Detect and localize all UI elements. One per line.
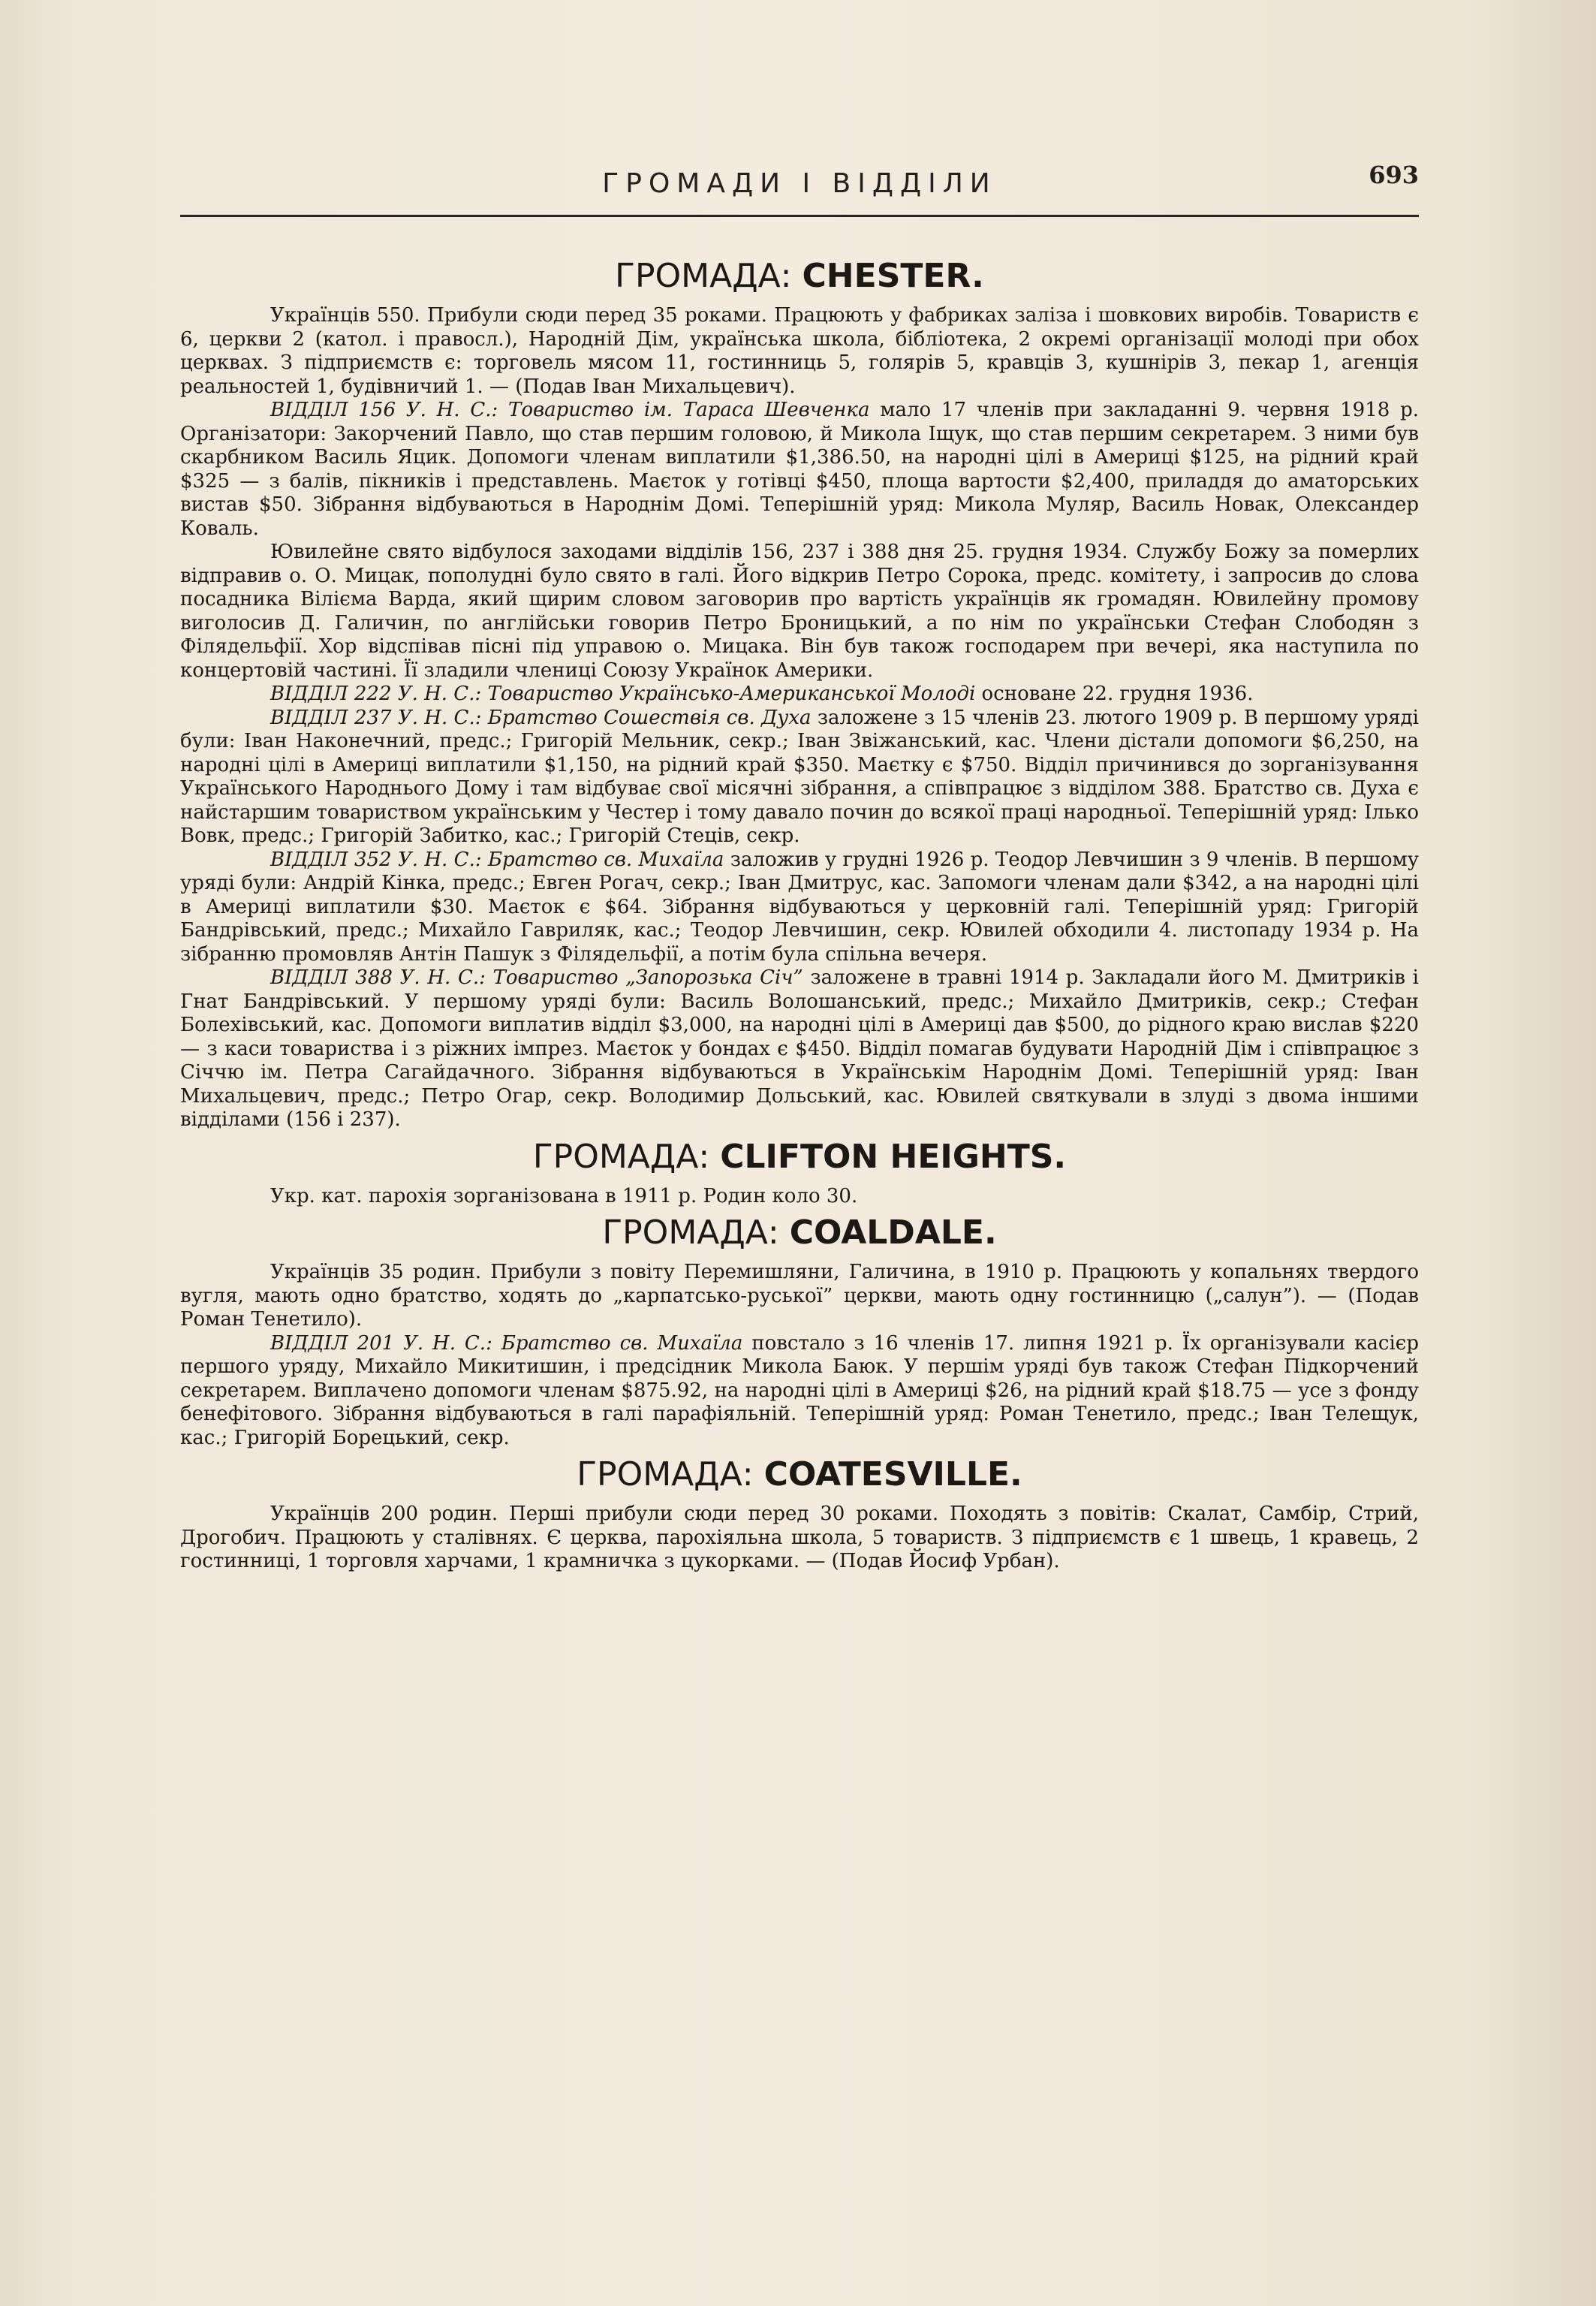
branch-title: ВІДДІЛ 388 У. Н. С.: Товариство „Запорозька Січ”	[270, 966, 803, 989]
town-name: COATESVILLE.	[763, 1455, 1022, 1494]
branch-title: ВІДДІЛ 222 У. Н. С.: Товариство Українсько-Американської Молоді	[270, 683, 976, 705]
section-heading	[180, 1138, 1419, 1176]
branch-title: ВІДДІЛ 237 У. Н. С.: Братство Сошествія св. Духа	[270, 706, 812, 729]
branch-title: ВІДДІЛ 201 У. Н. С.: Братство св. Михаїла	[270, 1331, 743, 1355]
branch-title: ВІДДІЛ 352 У. Н. С.: Братство св. Михаїла	[270, 848, 724, 871]
paragraph	[180, 1332, 1419, 1451]
paragraph	[180, 683, 1419, 707]
section-label: ГРОМАДА:	[602, 1213, 779, 1252]
page-number: 693	[1369, 161, 1419, 189]
section-heading	[180, 1214, 1419, 1252]
paragraph-text: Ювилейне свято відбулося заходами відділів 156, 237 і 388 дня 25. грудня 1934. Службу Божу за померлих відправив о. О. Мицак, пополудні було свято в галі. Його відкрив Петро Сорока, предс. комітету, і запросив до слова посадника Вілієма Варда, який щирим словом заговорив про вартість українців як громадян. Ювилейну промову виголосив Д. Галичин, по англійськи говорив Петро Броницький, а по нім по українськи Стефан Слободян з Філядельфії. Хор відспівав пісні під управою о. Мицака. Він був також господарем при вечері, яка наступила по концертовій частині. Її зладили члениці Союзу Українок Америки.	[180, 541, 1419, 682]
section-coaldale	[180, 1214, 1419, 1450]
section-label: ГРОМАДА:	[615, 257, 792, 295]
running-header	[180, 158, 1419, 203]
paragraph-text: повстало з 16 членів 17. липня 1921 р. Їх організували касієр першого уряду, Михайло Микитишин, і предсідник Микола Баюк. У першім уряді був також Стефан Підкорчений секретарем. Виплачено допомоги членам $875.92, на народні цілі в Америці $26, на рідний край $18.75 — усе з фонду бенефітового. Зібрання відбуваються в галі парафіяльній. Теперішній уряд: Роман Тенетило, предс.; Іван Телещук, кас.; Григорій Борецький, секр.	[180, 1331, 1419, 1449]
paragraph-text: Українців 550. Прибули сюди перед 35 роками. Працюють у фабриках заліза і шовкових виробів. Товариств є 6, церкви 2 (катол. і правосл.), Народній Дім, українська школа, бібліотека, 2 окремі організації молоді при обох церквах. З підприємств є: торговель мясом 11, гостинниць 5, голярів 5, кравців 3, кушнірів 3, пекар 1, агенція реальностей 1, будівничий 1. — (Подав Іван Михальцевич).	[180, 304, 1419, 398]
paragraph	[180, 304, 1419, 399]
section-heading	[180, 1456, 1419, 1494]
section-chester	[180, 258, 1419, 1132]
section-coatesville	[180, 1456, 1419, 1574]
running-title: ГРОМАДИ І ВІДДІЛИ	[602, 168, 997, 199]
paragraph-text: заложив у грудні 1926 р. Теодор Левчишин з 9 членів. В першому уряді були: Андрій Кінка, предс.; Евген Рогач, секр.; Іван Дмитрус, кас. Запомоги членам дали $342, а на народні цілі в Америці виплатили $30. Маєток є $64. Зібрання відбуваються у церковній галі. Теперішній уряд: Григорій Бандрівський, предс.; Михайло Гавриляк, кас.; Теодор Левчишин, секр. Ювилей обходили 4. листопаду 1934 р. На зібранню промовляв Антін Пашук з Філядельфії, а потім була спільна вечеря.	[180, 848, 1419, 966]
paragraph	[180, 966, 1419, 1132]
paragraph-text: основане 22. грудня 1936.	[975, 683, 1254, 705]
paragraph	[180, 707, 1419, 849]
section-label: ГРОМАДА:	[532, 1137, 710, 1176]
section-label: ГРОМАДА:	[577, 1455, 754, 1494]
branch-title: ВІДДІЛ 156 У. Н. С.: Товариство ім. Тараса Шевченка	[270, 399, 870, 421]
page-body	[180, 252, 1419, 1574]
town-name: CHESTER.	[802, 257, 984, 295]
paragraph-text: Укр. кат. парохія зорганізована в 1911 р. Родин коло 30.	[270, 1184, 858, 1207]
paragraph-text: Українців 35 родин. Прибули з повіту Перемишляни, Галичина, в 1910 р. Працюють у копальнях твердого вугля, мають одно братство, ходять до „карпатсько-руської” церкви, мають одну гостинницю („салун”). — (Подав Роман Тенетило).	[180, 1261, 1419, 1331]
paragraph-text: заложене з 15 членів 23. лютого 1909 р. В першому уряді були: Іван Наконечний, предс.; Григорій Мельник, секр.; Іван Звіжанський, кас. Члени дістали допомоги $6,250, на народні цілі в Америці виплатили $1,150, на рідний край $350. Маєтку є $750. Відділ причинився до зорганізування Українського Народнього Дому і там відбуває свої місячні зібрання, а співпрацює з відділом 388. Братство св. Духа є найстаршим товариством українським у Честер і тому давало почин до всякої праці народньої. Теперішній уряд: Ілько Вовк, предс.; Григорій Забитко, кас.; Григорій Стеців, секр.	[180, 706, 1419, 847]
paragraph	[180, 399, 1419, 541]
paragraph-text: мало 17 членів при закладанні 9. червня 1918 р. Організатори: Закорчений Павло, що став першим головою, й Микола Іщук, що став першим секретарем. З ними був скарбником Василь Яцик. Допомоги членам виплатили $1,386.50, на народні цілі в Америці $125, на рідний край $325 — з балів, пікників і представлень. Маєток у готівці $450, площа вартости $2,400, приладдя до аматорських вистав $50. Зібрання відбуваються в Народнім Домі. Теперішній уряд: Микола Муляр, Василь Новак, Олександер Коваль.	[180, 399, 1419, 540]
paragraph	[180, 1185, 1419, 1209]
section-heading	[180, 258, 1419, 295]
paragraph	[180, 1503, 1419, 1574]
section-clifton-heights	[180, 1138, 1419, 1209]
paragraph-text: Українців 200 родин. Перші прибули сюди перед 30 роками. Походять з повітів: Скалат, Самбір, Стрий, Дрогобич. Працюють у сталівнях. Є церква, парохіяльна школа, 5 товариств. З підприємств є 1 швець, 1 кравець, 2 гостинниці, 1 торговля харчами, 1 крамничка з цукорками. — (Подав Йосиф Урбан).	[180, 1503, 1419, 1572]
town-name: COALDALE.	[789, 1213, 997, 1252]
header-rule	[180, 215, 1419, 217]
town-name: CLIFTON HEIGHTS.	[720, 1137, 1067, 1176]
paragraph	[180, 1261, 1419, 1332]
paragraph	[180, 849, 1419, 967]
paragraph-text: заложене в травні 1914 р. Закладали його М. Дмитриків і Гнат Бандрівський. У першому уряді були: Василь Волошанський, предс.; Михайло Дмитриків, секр.; Стефан Болехівський, кас. Допомоги виплатив відділ $3,000, на народні цілі в Америці дав $500, до рідного краю вислав $220 — з каси товариства і з ріжних імпрез. Маєток у бондах є $450. Відділ помагав будувати Народній Дім і співпрацює з Січчю ім. Петра Сагайдачного. Зібрання відбуваються в Українськім Народнім Домі. Теперішній уряд: Іван Михальцевич, предс.; Петро Огар, секр. Володимир Дольський, кас. Ювилей святкували в злуді з двома іншими відділами (156 і 237).	[180, 966, 1419, 1131]
paragraph	[180, 541, 1419, 683]
